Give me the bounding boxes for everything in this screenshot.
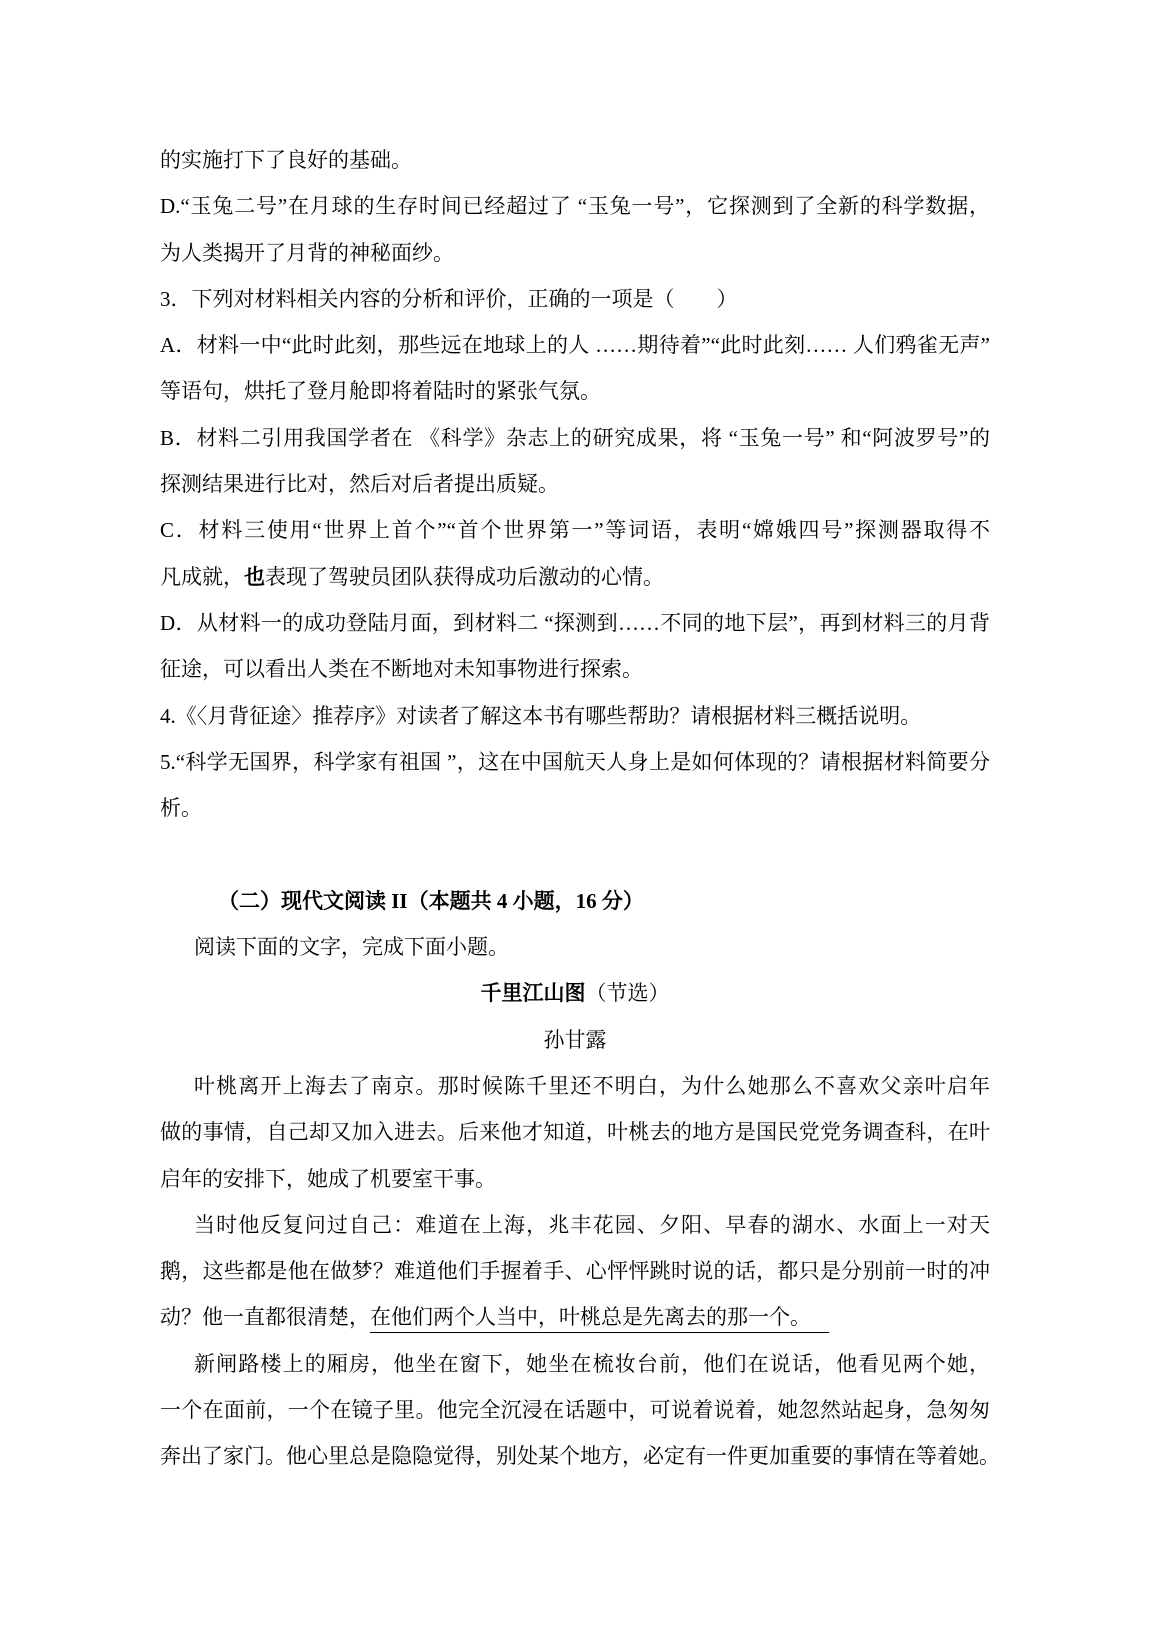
option-d-prev-question-line-1: D.“玉兔二号”在月球的生存时间已经超过了 “玉兔一号”，它探测到了全新的科学数据， xyxy=(160,194,990,219)
paragraph-continuation: 的实施打下了良好的基础。 xyxy=(160,148,412,172)
passage-para-1-line-2: 做的事情，自己却又加入进去。后来他才知道，叶桃去的地方是国民党党务调查科，在叶 xyxy=(160,1120,990,1145)
para-2-line-3-pre: 动？他一直都很清楚， xyxy=(160,1305,370,1330)
passage-para-3-line-3: 奔出了家门。他心里总是隐隐觉得，别处某个地方，必定有一件更加重要的事情在等着她。 xyxy=(160,1444,1000,1469)
document-content xyxy=(160,137,1000,1480)
question-3-option-b-line-2: 探测结果进行比对，然后对后者提出质疑。 xyxy=(160,472,559,497)
passage-title xyxy=(160,970,990,1016)
option-d-prev-question-line-2: 为人类揭开了月背的神秘面纱。 xyxy=(160,240,454,265)
question-3-option-b-line-1: B．材料二引用我国学者在 《科学》杂志上的研究成果，将 “玉兔一号” 和“阿波罗号”的 xyxy=(160,425,990,450)
question-3-option-c-line-1: C．材料三使用“世界上首个”“首个世界第一”等词语，表明“嫦娥四号”探测器取得不 xyxy=(160,518,990,543)
passage-title-main: 千里江山图 xyxy=(480,981,586,1006)
passage-para-3-line-2: 一个在面前，一个在镜子里。他完全沉浸在话题中，可说着说着，她忽然站起身，急匆匆 xyxy=(160,1398,990,1423)
question-5-stem-line-1: 5.“科学无国界，科学家有祖国 ”，这在中国航天人身上是如何体现的？请根据材料简要分 xyxy=(160,749,990,774)
question-3-stem: 3．下列对材料相关内容的分析和评价，正确的一项是（ ） xyxy=(160,286,738,311)
question-3-option-a-line-2: 等语句，烘托了登月舱即将着陆时的紧张气氛。 xyxy=(160,379,601,404)
passage-para-2-line-3 xyxy=(160,1294,990,1340)
option-c-line-2-emphasis: 也 xyxy=(244,564,265,589)
passage-para-2-line-1: 当时他反复问过自己：难道在上海，兆丰花园、夕阳、早春的湖水、水面上一对天 xyxy=(194,1212,990,1237)
passage-author: 孙甘露 xyxy=(543,1027,607,1052)
question-3-option-d-line-2: 征途，可以看出人类在不断地对未知事物进行探索。 xyxy=(160,657,643,682)
option-c-line-2-post: 表现了驾驶员团队获得成功后激动的心情。 xyxy=(265,564,664,589)
passage-para-1-line-1: 叶桃离开上海去了南京。那时候陈千里还不明白，为什么她那么不喜欢父亲叶启年 xyxy=(194,1073,990,1098)
passage-para-2-line-2: 鹅，这些都是他在做梦？难道他们手握着手、心怦怦跳时说的话，都只是分别前一时的冲 xyxy=(160,1259,990,1284)
para-2-line-3-underlined: 在他们两个人当中，叶桃总是先离去的那一个。 xyxy=(370,1305,829,1333)
question-5-stem-line-2: 析。 xyxy=(160,796,202,821)
question-4-stem: 4.《〈月背征途〉推荐序》对读者了解这本书有哪些帮助？请根据材料三概括说明。 xyxy=(160,703,922,728)
option-c-line-2-pre: 凡成就， xyxy=(160,564,244,589)
passage-para-3-line-1: 新闸路楼上的厢房，他坐在窗下，她坐在梳妆台前，他们在说话，他看见两个她， xyxy=(194,1351,990,1376)
question-3-option-d-line-1: D．从材料一的成功登陆月面，到材料二 “探测到……不同的地下层”，再到材料三的月背 xyxy=(160,610,990,635)
reading-instruction: 阅读下面的文字，完成下面小题。 xyxy=(194,935,509,960)
passage-title-note: （节选） xyxy=(585,981,670,1006)
passage-para-1-line-3: 启年的安排下，她成了机要室干事。 xyxy=(160,1166,496,1191)
blank-line xyxy=(160,831,990,877)
section-2-header: （二）现代文阅读 II（本题共 4 小题，16 分） xyxy=(218,888,644,913)
question-3-option-c-line-2 xyxy=(160,554,990,600)
question-3-option-a-line-1: A．材料一中“此时此刻，那些远在地球上的人 ……期待着”“此时此刻…… 人们鸦雀无声” xyxy=(160,333,990,358)
